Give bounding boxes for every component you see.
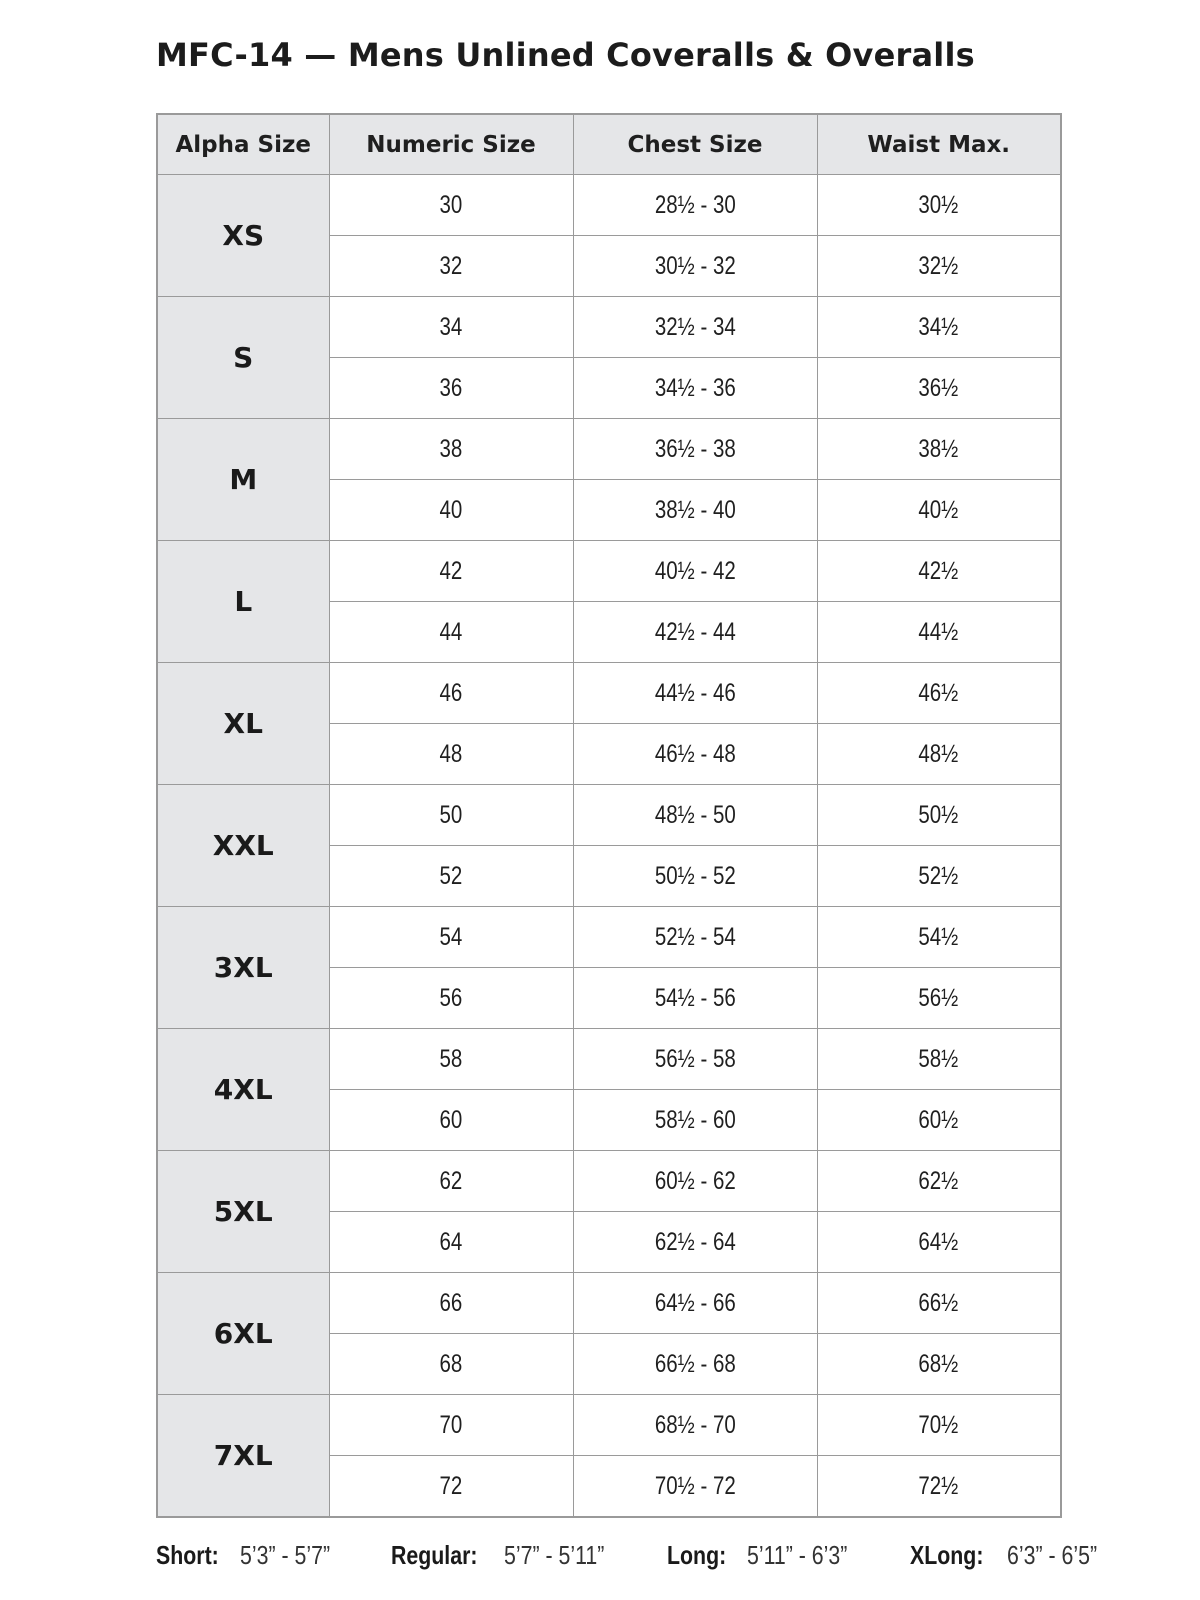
length-legend	[156, 1540, 1151, 1571]
chest-size-cell-text: 68½ - 70	[654, 1410, 736, 1439]
waist-max-cell	[817, 480, 1061, 541]
numeric-size-cell-text: 70	[439, 1410, 463, 1439]
length-short: Short: 5’3” - 5’7”	[156, 1540, 330, 1570]
waist-max-cell	[817, 1151, 1061, 1212]
length-long: Long: 5’11” - 6’3”	[667, 1540, 847, 1570]
numeric-size-cell	[329, 419, 573, 480]
table-row	[157, 1029, 1061, 1090]
table-header-row	[157, 114, 1061, 175]
alpha-size-cell: 6XL	[157, 1273, 329, 1395]
chest-size-cell-text: 46½ - 48	[654, 739, 736, 768]
waist-max-cell	[817, 1273, 1061, 1334]
numeric-size-cell-text: 30	[439, 190, 463, 219]
numeric-size-cell	[329, 1456, 573, 1518]
chest-size-cell-text: 28½ - 30	[654, 190, 736, 219]
numeric-size-cell-text: 40	[439, 495, 463, 524]
numeric-size-cell	[329, 1334, 573, 1395]
numeric-size-cell-text: 34	[439, 312, 463, 341]
numeric-size-cell-text: 38	[439, 434, 463, 463]
header-waist-max: Waist Max.	[817, 114, 1061, 175]
chest-size-cell	[573, 968, 817, 1029]
waist-max-cell	[817, 663, 1061, 724]
waist-max-cell-text: 48½	[918, 739, 959, 768]
waist-max-cell-text: 30½	[918, 190, 959, 219]
chest-size-cell	[573, 785, 817, 846]
waist-max-cell	[817, 785, 1061, 846]
table-row	[157, 175, 1061, 236]
numeric-size-cell	[329, 1212, 573, 1273]
chest-size-cell-text: 36½ - 38	[654, 434, 736, 463]
waist-max-cell	[817, 297, 1061, 358]
table-row	[157, 785, 1061, 846]
waist-max-cell-text: 72½	[918, 1471, 959, 1500]
chest-size-cell-text: 60½ - 62	[654, 1166, 736, 1195]
numeric-size-cell-text: 32	[439, 251, 463, 280]
waist-max-cell-text: 64½	[918, 1227, 959, 1256]
chest-size-cell	[573, 541, 817, 602]
chest-size-cell	[573, 846, 817, 907]
chest-size-cell-text: 38½ - 40	[654, 495, 736, 524]
waist-max-cell	[817, 846, 1061, 907]
chest-size-cell	[573, 1212, 817, 1273]
chest-size-cell-text: 56½ - 58	[654, 1044, 736, 1073]
numeric-size-cell	[329, 1273, 573, 1334]
numeric-size-cell-text: 54	[439, 922, 463, 951]
waist-max-cell	[817, 1212, 1061, 1273]
waist-max-cell-text: 62½	[918, 1166, 959, 1195]
waist-max-cell	[817, 175, 1061, 236]
numeric-size-cell-text: 36	[439, 373, 463, 402]
numeric-size-cell	[329, 480, 573, 541]
numeric-size-cell	[329, 968, 573, 1029]
waist-max-cell	[817, 907, 1061, 968]
alpha-size-cell: 5XL	[157, 1151, 329, 1273]
chest-size-cell	[573, 907, 817, 968]
numeric-size-cell-text: 46	[439, 678, 463, 707]
table-row	[157, 1273, 1061, 1334]
waist-max-cell-text: 70½	[918, 1410, 959, 1439]
numeric-size-cell-text: 64	[439, 1227, 463, 1256]
table-row	[157, 1395, 1061, 1456]
numeric-size-cell	[329, 1395, 573, 1456]
alpha-size-cell: L	[157, 541, 329, 663]
chest-size-cell	[573, 419, 817, 480]
waist-max-cell-text: 40½	[918, 495, 959, 524]
chest-size-cell	[573, 1395, 817, 1456]
numeric-size-cell-text: 44	[439, 617, 463, 646]
header-numeric-size: Numeric Size	[329, 114, 573, 175]
numeric-size-cell-text: 68	[439, 1349, 463, 1378]
numeric-size-cell	[329, 663, 573, 724]
waist-max-cell	[817, 1395, 1061, 1456]
numeric-size-cell	[329, 785, 573, 846]
chest-size-cell-text: 52½ - 54	[654, 922, 736, 951]
chest-size-cell-text: 32½ - 34	[654, 312, 736, 341]
numeric-size-cell	[329, 846, 573, 907]
chest-size-cell	[573, 480, 817, 541]
chest-size-cell-text: 44½ - 46	[654, 678, 736, 707]
chest-size-cell	[573, 175, 817, 236]
length-regular: Regular: 5’7” - 5’11”	[390, 1540, 604, 1570]
chest-size-cell-text: 66½ - 68	[654, 1349, 736, 1378]
chest-size-cell-text: 42½ - 44	[654, 617, 736, 646]
waist-max-cell-text: 34½	[918, 312, 959, 341]
numeric-size-cell	[329, 175, 573, 236]
numeric-size-cell	[329, 297, 573, 358]
waist-max-cell	[817, 602, 1061, 663]
chest-size-cell-text: 48½ - 50	[654, 800, 736, 829]
numeric-size-cell-text: 72	[439, 1471, 463, 1500]
waist-max-cell-text: 38½	[918, 434, 959, 463]
numeric-size-cell	[329, 1090, 573, 1151]
chest-size-cell	[573, 358, 817, 419]
chest-size-cell-text: 50½ - 52	[654, 861, 736, 890]
chest-size-cell	[573, 1273, 817, 1334]
waist-max-cell	[817, 358, 1061, 419]
waist-max-cell	[817, 968, 1061, 1029]
numeric-size-cell	[329, 907, 573, 968]
chest-size-cell	[573, 236, 817, 297]
waist-max-cell-text: 44½	[918, 617, 959, 646]
waist-max-cell	[817, 1090, 1061, 1151]
numeric-size-cell-text: 42	[439, 556, 463, 585]
waist-max-cell-text: 42½	[918, 556, 959, 585]
alpha-size-cell: 3XL	[157, 907, 329, 1029]
chest-size-cell-text: 70½ - 72	[654, 1471, 736, 1500]
numeric-size-cell-text: 50	[439, 800, 463, 829]
alpha-size-cell: XL	[157, 663, 329, 785]
numeric-size-cell	[329, 1151, 573, 1212]
waist-max-cell	[817, 419, 1061, 480]
alpha-size-cell: XXL	[157, 785, 329, 907]
table-row	[157, 1151, 1061, 1212]
chest-size-cell-text: 30½ - 32	[654, 251, 736, 280]
waist-max-cell	[817, 1029, 1061, 1090]
numeric-size-cell-text: 66	[439, 1288, 463, 1317]
waist-max-cell-text: 60½	[918, 1105, 959, 1134]
alpha-size-cell: M	[157, 419, 329, 541]
chest-size-cell	[573, 1090, 817, 1151]
chest-size-cell	[573, 724, 817, 785]
waist-max-cell-text: 58½	[918, 1044, 959, 1073]
table-row	[157, 907, 1061, 968]
chest-size-cell	[573, 297, 817, 358]
waist-max-cell-text: 68½	[918, 1349, 959, 1378]
chest-size-cell-text: 58½ - 60	[654, 1105, 736, 1134]
alpha-size-cell: 4XL	[157, 1029, 329, 1151]
header-chest-size: Chest Size	[573, 114, 817, 175]
waist-max-cell	[817, 1456, 1061, 1518]
table-row	[157, 663, 1061, 724]
numeric-size-cell-text: 62	[439, 1166, 463, 1195]
header-alpha-size: Alpha Size	[157, 114, 329, 175]
alpha-size-cell: 7XL	[157, 1395, 329, 1518]
waist-max-cell-text: 54½	[918, 922, 959, 951]
chest-size-cell-text: 40½ - 42	[654, 556, 736, 585]
chest-size-cell	[573, 1151, 817, 1212]
waist-max-cell	[817, 1334, 1061, 1395]
numeric-size-cell-text: 60	[439, 1105, 463, 1134]
page-title: MFC-14 — Mens Unlined Coveralls & Overalls	[156, 36, 975, 74]
numeric-size-cell	[329, 602, 573, 663]
alpha-size-cell: S	[157, 297, 329, 419]
numeric-size-cell	[329, 541, 573, 602]
chest-size-cell-text: 34½ - 36	[654, 373, 736, 402]
waist-max-cell-text: 32½	[918, 251, 959, 280]
chest-size-cell-text: 64½ - 66	[654, 1288, 736, 1317]
table-row	[157, 541, 1061, 602]
chest-size-cell	[573, 1029, 817, 1090]
numeric-size-cell-text: 58	[439, 1044, 463, 1073]
size-chart-table	[156, 113, 1062, 1518]
numeric-size-cell-text: 52	[439, 861, 463, 890]
length-xlong: XLong: 6’3” - 6’5”	[910, 1540, 1097, 1570]
chest-size-cell-text: 62½ - 64	[654, 1227, 736, 1256]
numeric-size-cell-text: 56	[439, 983, 463, 1012]
waist-max-cell	[817, 724, 1061, 785]
waist-max-cell-text: 56½	[918, 983, 959, 1012]
waist-max-cell-text: 66½	[918, 1288, 959, 1317]
waist-max-cell-text: 50½	[918, 800, 959, 829]
waist-max-cell	[817, 236, 1061, 297]
numeric-size-cell	[329, 724, 573, 785]
waist-max-cell-text: 36½	[918, 373, 959, 402]
table-row	[157, 419, 1061, 480]
table-body	[157, 175, 1061, 1518]
numeric-size-cell	[329, 1029, 573, 1090]
chest-size-cell	[573, 602, 817, 663]
numeric-size-cell	[329, 358, 573, 419]
waist-max-cell	[817, 541, 1061, 602]
waist-max-cell-text: 46½	[918, 678, 959, 707]
chest-size-cell	[573, 1456, 817, 1518]
chest-size-cell	[573, 663, 817, 724]
alpha-size-cell: XS	[157, 175, 329, 297]
waist-max-cell-text: 52½	[918, 861, 959, 890]
numeric-size-cell	[329, 236, 573, 297]
chest-size-cell-text: 54½ - 56	[654, 983, 736, 1012]
numeric-size-cell-text: 48	[439, 739, 463, 768]
chest-size-cell	[573, 1334, 817, 1395]
table-row	[157, 297, 1061, 358]
